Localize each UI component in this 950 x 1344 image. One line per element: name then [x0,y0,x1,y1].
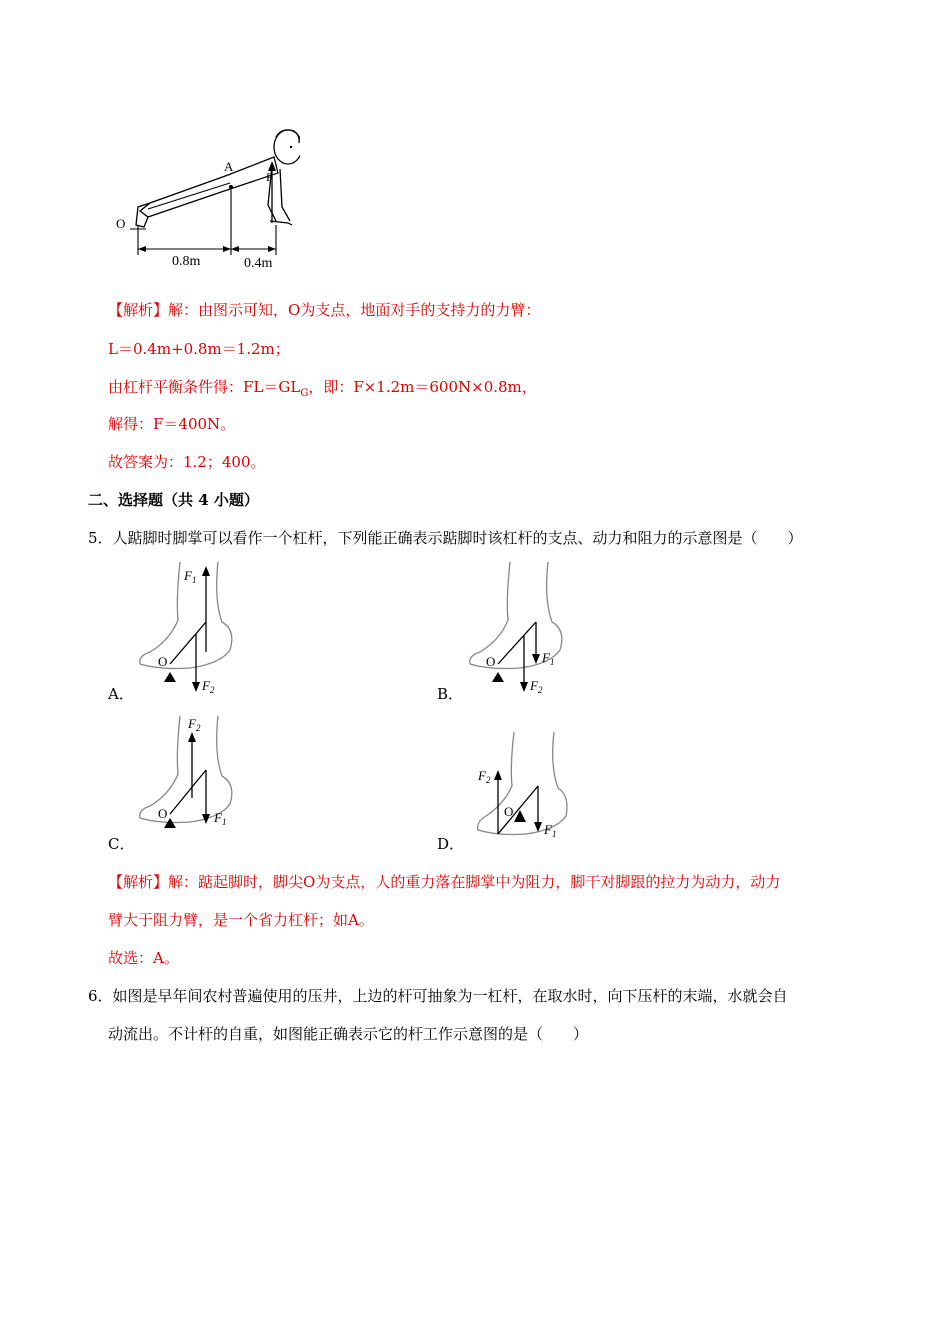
c-fbot-sub: 1 [221,817,227,827]
foot-c-svg [130,714,240,854]
svg-text:F2 [187,716,201,733]
q5-answer: 故选：A。 [108,949,179,967]
q4-solution-line5: 故答案为：1.2；400。 [108,453,266,471]
label-O: O [116,216,126,231]
svg-text:F1 [213,810,226,827]
line3-sub: G [300,388,309,399]
a-fbot-sub: 2 [209,685,215,695]
line3-pre: 由杠杆平衡条件得：FL＝GL [108,378,301,396]
foot-d-svg [470,730,580,855]
solution-text: 解：由图示可知，O为支点，地面对手的支持力的力臂： [168,301,541,319]
option-c-label: C． [108,835,135,853]
pushup-svg [110,125,300,273]
q5-solution-line2: 臂大于阻力臂，是一个省力杠杆；如A。 [108,911,374,929]
c-ftop: F [188,716,196,731]
q6-stem-line1: 6．如图是早年间农村普遍使用的压井，上边的杆可抽象为一杠杆，在取水时，向下压杆的末端，水就会自 [88,987,788,1005]
option-d-label: D． [437,835,465,853]
q4-solution-line3 [108,377,537,404]
option-c-figure [130,714,240,854]
b-fbot: F [530,678,538,693]
c-pivot: O [158,806,168,821]
option-b-label: B． [437,685,464,703]
q5-stem: 5．人踮脚时脚掌可以看作一个杠杆，下列能正确表示踮脚时该杠杆的支点、动力和阻力的示意图是（ ） [88,529,803,547]
svg-text:F1 [183,568,196,585]
d-pivot: O [504,804,514,819]
b-pivot: O [486,654,496,669]
q6-stem-line2: 动流出。不计杆的自重，如图能正确表示它的杆工作示意图的是（ ） [108,1025,589,1043]
line3-post: ，即：F×1.2m＝600N×0.8m， [308,378,537,396]
q5-solution-text1: 解：踮起脚时，脚尖O为支点，人的重力落在脚掌中为阻力，脚干对脚跟的拉力为动力，动力 [168,873,781,891]
q5-solution-line1 [108,872,780,892]
option-b-figure [460,560,570,700]
a-fbot: F [202,678,210,693]
c-ftop-sub: 2 [195,723,201,733]
solution-tag: 【解析】 [108,301,169,319]
label-F: F [266,170,273,184]
label-A: A [224,159,234,174]
c-fbot: F [214,810,222,825]
q4-solution-line2: L＝0.4m+0.8m＝1.2m； [108,340,290,358]
option-a-figure [130,560,240,700]
pushup-figure [110,125,300,273]
q5-solution-tag: 【解析】 [108,873,169,891]
svg-text:F2 [201,678,215,695]
option-a-label: A． [108,685,134,703]
svg-text:F2 [529,678,543,695]
dim-right: 0.4m [244,256,273,271]
section-heading: 二、选择题（共 4 小题） [88,491,259,509]
foot-b-svg [460,560,570,700]
b-fmid-sub: 1 [549,657,555,667]
svg-text:F2 [477,768,491,785]
d-fbot-sub: 1 [551,829,557,839]
a-pivot: O [158,654,168,669]
d-ftop-sub: 2 [485,775,491,785]
d-fbot: F [544,822,552,837]
option-d-figure [470,730,580,855]
d-ftop: F [478,768,486,783]
svg-text:F1 [541,650,554,667]
q4-solution-line1 [108,300,540,320]
b-fbot-sub: 2 [537,685,543,695]
dim-left: 0.8m [172,254,201,269]
foot-a-svg [130,560,240,700]
b-fmid: F [542,650,550,665]
q4-solution-line4: 解得：F＝400N。 [108,415,236,433]
a-ftop: F [184,568,192,583]
a-ftop-sub: 1 [191,575,197,585]
svg-text:F1 [543,822,556,839]
